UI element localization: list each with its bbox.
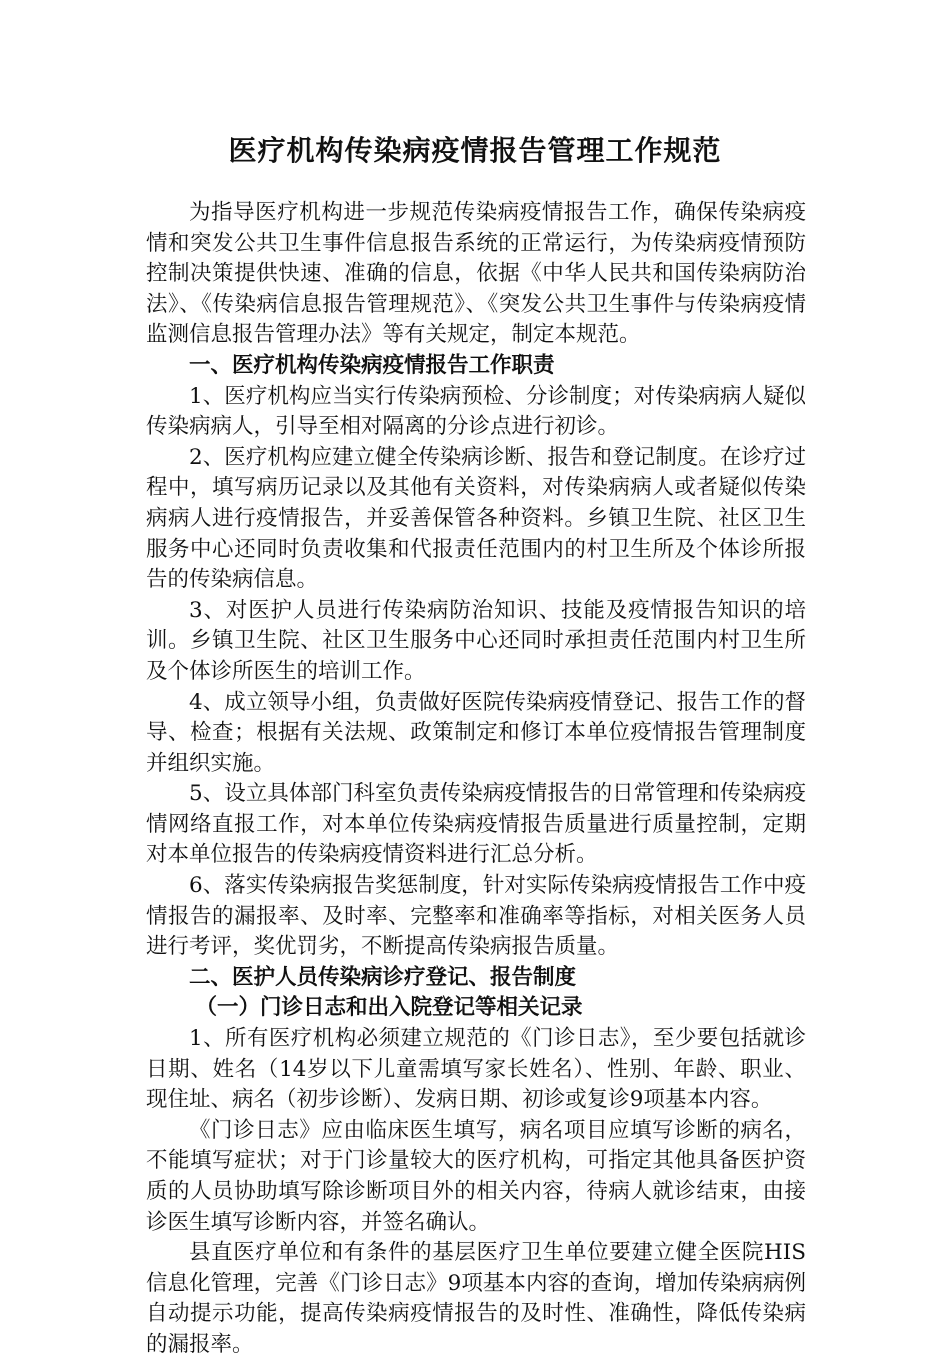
section-1-item-4: 4、成立领导小组，负责做好医院传染病疫情登记、报告工作的督导、检查；根据有关法规、政策制定和修订本单位疫情报告管理制度并组织实施。 — [146, 689, 806, 776]
document-body — [146, 198, 806, 1361]
section-2-paragraph-3: 县直医疗单位和有条件的基层医疗卫生单位要建立健全医院HIS信息化管理，完善《门诊日志》9项基本内容的查询，增加传染病病例自动提示功能，提高传染病疫情报告的及时性、准确性，降低传染病的漏报率。 — [146, 1240, 806, 1357]
intro-paragraph: 为指导医疗机构进一步规范传染病疫情报告工作，确保传染病疫情和突发公共卫生事件信息报告系统的正常运行，为传染病疫情预防控制决策提供快速、准确的信息，依据《中华人民共和国传染病防治法》、《传染病信息报告管理规范》、《突发公共卫生事件与传染病疫情监测信息报告管理办法》等有关规定，制定本规范。 — [146, 200, 806, 348]
section-2-subheading: （一）门诊日志和出入院登记等相关记录 — [195, 995, 583, 1021]
section-2-paragraph-1: 1、所有医疗机构必须建立规范的《门诊日志》，至少要包括就诊日期、姓名（14岁以下儿童需填写家长姓名）、性别、年龄、职业、现住址、病名（初步诊断）、发病日期、初诊或复诊9项基本内容。 — [146, 1026, 806, 1113]
section-1-item-6: 6、落实传染病报告奖惩制度，针对实际传染病疫情报告工作中疫情报告的漏报率、及时率、完整率和准确率等指标，对相关医务人员进行考评，奖优罚劣，不断提高传染病报告质量。 — [146, 873, 806, 960]
document-title: 医疗机构传染病疫情报告管理工作规范 — [228, 134, 722, 167]
section-1-item-2: 2、医疗机构应建立健全传染病诊断、报告和登记制度。在诊疗过程中，填写病历记录以及其他有关资料，对传染病病人或者疑似传染病病人进行疫情报告，并妥善保管各种资料。乡镇卫生院、社区卫生服务中心还同时负责收集和代报责任范围内的村卫生所及个体诊所报告的传染病信息。 — [146, 444, 806, 593]
section-2-paragraph-2: 《门诊日志》应由临床医生填写，病名项目应填写诊断的病名，不能填写症状；对于门诊量较大的医疗机构，可指定其他具备医护资质的人员协助填写除诊断项目外的相关内容，待病人就诊结束，由接诊医生填写诊断内容，并签名确认。 — [146, 1117, 806, 1235]
section-2-heading: 二、医护人员传染病诊疗登记、报告制度 — [189, 964, 577, 990]
section-1-item-1: 1、医疗机构应当实行传染病预检、分诊制度；对传染病病人疑似传染病病人，引导至相对隔离的分诊点进行初诊。 — [146, 383, 806, 440]
section-1-item-5: 5、设立具体部门科室负责传染病疫情报告的日常管理和传染病疫情网络直报工作，对本单位传染病疫情报告质量进行质量控制，定期对本单位报告的传染病疫情资料进行汇总分析。 — [146, 781, 806, 868]
section-1-item-3: 3、对医护人员进行传染病防治知识、技能及疫情报告知识的培训。乡镇卫生院、社区卫生服务中心还同时承担责任范围内村卫生所及个体诊所医生的培训工作。 — [146, 597, 806, 684]
section-1-heading: 一、医疗机构传染病疫情报告工作职责 — [189, 352, 555, 378]
